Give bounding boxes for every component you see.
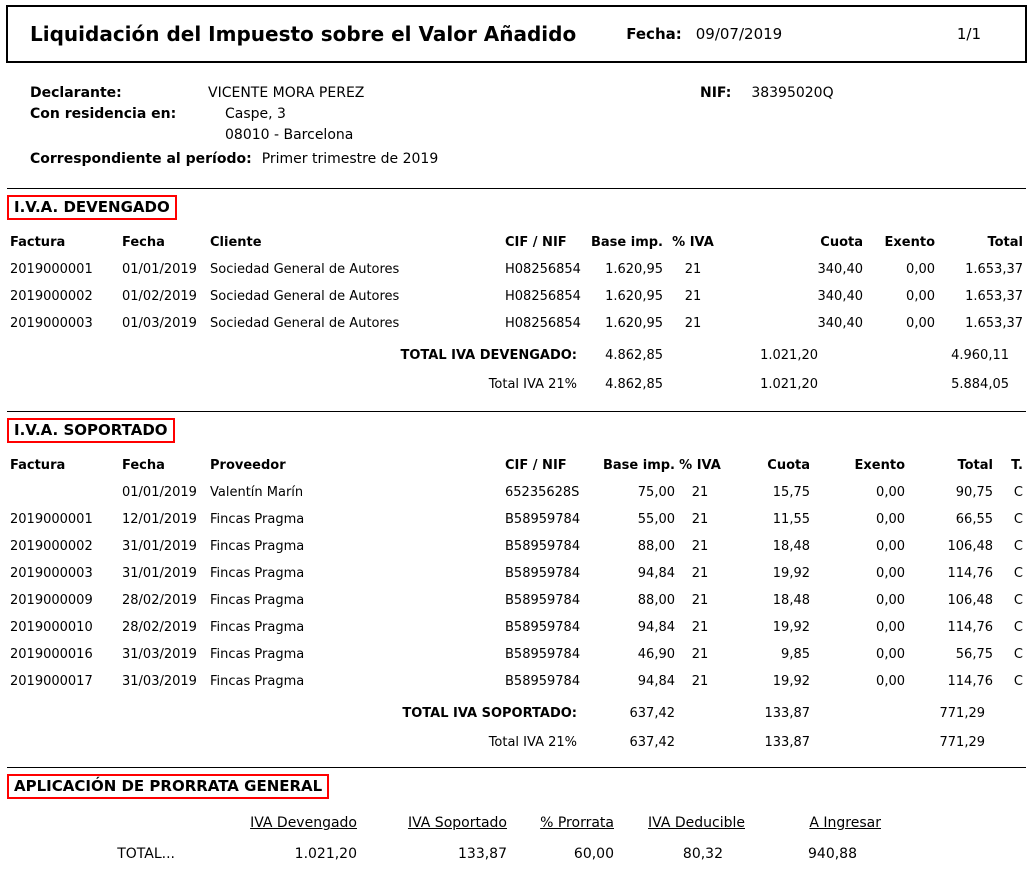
col-header-pct-prorrata: % Prorrata bbox=[540, 815, 614, 831]
col-header-iva-deducible: IVA Deducible bbox=[648, 815, 745, 831]
col-header-a-ingresar: A Ingresar bbox=[809, 815, 881, 831]
cell-fecha: 01/01/2019 bbox=[122, 485, 197, 500]
cell-exento: 0,00 bbox=[876, 539, 905, 554]
prorrata-row-label: TOTAL... bbox=[117, 846, 175, 862]
prorrata-iva-soportado: 133,87 bbox=[458, 846, 507, 862]
cell-base: 94,84 bbox=[637, 620, 675, 635]
table-row bbox=[10, 479, 1023, 506]
nif-label: NIF: bbox=[700, 85, 732, 101]
cell-fecha: 01/02/2019 bbox=[122, 289, 197, 304]
cell-pct-iva: 21 bbox=[691, 566, 709, 581]
cell-cif: H08256854 bbox=[505, 316, 581, 331]
cell-pct-iva: 21 bbox=[684, 316, 702, 331]
table-row bbox=[10, 560, 1023, 587]
prorrata-header-row bbox=[10, 799, 1023, 833]
col-header-base: Base imp. bbox=[602, 458, 675, 473]
table-row bbox=[10, 283, 1023, 310]
cell-factura: 2019000016 bbox=[10, 647, 93, 662]
cell-base: 94,84 bbox=[637, 674, 675, 689]
soportado-total-row bbox=[10, 695, 1023, 724]
soportado-header-row bbox=[10, 443, 1023, 479]
cell-total: 1.653,37 bbox=[965, 289, 1023, 304]
cell-tipo: C bbox=[1013, 647, 1023, 662]
cell-proveedor: Fincas Pragma bbox=[210, 647, 305, 662]
cell-pct-iva: 21 bbox=[691, 539, 709, 554]
cell-total: 56,75 bbox=[955, 647, 993, 662]
nif-value: 38395020Q bbox=[751, 85, 834, 101]
devengado-header-row bbox=[10, 220, 1023, 256]
devengado-subtotal-total: 5.884,05 bbox=[951, 376, 1009, 392]
declarante-row bbox=[30, 83, 1033, 104]
devengado-total-base: 4.862,85 bbox=[605, 347, 663, 363]
cell-tipo: C bbox=[1013, 512, 1023, 527]
cell-cif: B58959784 bbox=[505, 647, 581, 662]
cell-cif: H08256854 bbox=[505, 262, 581, 277]
cell-base: 46,90 bbox=[637, 647, 675, 662]
periodo-row bbox=[30, 149, 1033, 170]
periodo-value: Primer trimestre de 2019 bbox=[261, 151, 439, 167]
col-header-pct-iva: % IVA bbox=[672, 235, 714, 250]
col-header-factura: Factura bbox=[10, 235, 66, 250]
cell-factura: 2019000003 bbox=[10, 316, 93, 331]
cell-fecha: 01/01/2019 bbox=[122, 262, 197, 277]
cell-cif: B58959784 bbox=[505, 593, 581, 608]
cell-total: 106,48 bbox=[947, 539, 993, 554]
col-header-cuota: Cuota bbox=[820, 235, 863, 250]
col-header-fecha: Fecha bbox=[122, 458, 165, 473]
section-title-soportado: I.V.A. SOPORTADO bbox=[7, 418, 175, 443]
cell-base: 94,84 bbox=[637, 566, 675, 581]
cell-exento: 0,00 bbox=[876, 566, 905, 581]
nif-group bbox=[700, 83, 834, 104]
cell-proveedor: Fincas Pragma bbox=[210, 620, 305, 635]
cell-fecha: 31/01/2019 bbox=[122, 539, 197, 554]
cell-factura: 2019000017 bbox=[10, 674, 93, 689]
devengado-subtotal-cuota: 1.021,20 bbox=[760, 376, 818, 392]
cell-fecha: 28/02/2019 bbox=[122, 620, 197, 635]
soportado-subtotal-total: 771,29 bbox=[939, 734, 985, 750]
cell-cliente: Sociedad General de Autores bbox=[210, 262, 400, 277]
cell-pct-iva: 21 bbox=[684, 262, 702, 277]
cell-tipo: C bbox=[1013, 593, 1023, 608]
devengado-total-total: 4.960,11 bbox=[951, 347, 1009, 363]
cell-pct-iva: 21 bbox=[691, 593, 709, 608]
devengado-subtotal-row bbox=[10, 366, 1023, 395]
devengado-total-cuota: 1.021,20 bbox=[760, 347, 818, 363]
cell-exento: 0,00 bbox=[876, 593, 905, 608]
cell-total: 90,75 bbox=[955, 485, 993, 500]
cell-pct-iva: 21 bbox=[691, 485, 709, 500]
cell-base: 55,00 bbox=[637, 512, 675, 527]
cell-factura bbox=[10, 479, 122, 506]
cell-fecha: 31/01/2019 bbox=[122, 566, 197, 581]
table-row bbox=[10, 668, 1023, 695]
prorrata-iva-devengado: 1.021,20 bbox=[294, 846, 357, 862]
cell-cuota: 340,40 bbox=[817, 262, 863, 277]
page-indicator: 1/1 bbox=[956, 25, 981, 43]
cell-total: 114,76 bbox=[947, 620, 993, 635]
cell-pct-iva: 21 bbox=[691, 647, 709, 662]
cell-total: 1.653,37 bbox=[965, 316, 1023, 331]
col-header-base: Base imp. bbox=[590, 235, 663, 250]
cell-cuota: 340,40 bbox=[817, 289, 863, 304]
table-row bbox=[10, 614, 1023, 641]
devengado-subtotal-base: 4.862,85 bbox=[605, 376, 663, 392]
cell-exento: 0,00 bbox=[906, 289, 935, 304]
soportado-total-total: 771,29 bbox=[939, 705, 985, 721]
cell-fecha: 01/03/2019 bbox=[122, 316, 197, 331]
cell-proveedor: Fincas Pragma bbox=[210, 674, 305, 689]
prorrata-table bbox=[10, 799, 1023, 862]
periodo-label: Correspondiente al período: bbox=[30, 151, 252, 167]
cell-pct-iva: 21 bbox=[691, 512, 709, 527]
cell-cliente: Sociedad General de Autores bbox=[210, 316, 400, 331]
cell-cuota: 19,92 bbox=[772, 620, 810, 635]
cell-cif: B58959784 bbox=[505, 620, 581, 635]
col-header-factura: Factura bbox=[10, 458, 66, 473]
cell-fecha: 31/03/2019 bbox=[122, 674, 197, 689]
col-header-cif: CIF / NIF bbox=[505, 458, 567, 473]
prorrata-iva-deducible: 80,32 bbox=[682, 846, 723, 862]
cell-cuota: 11,55 bbox=[772, 512, 810, 527]
soportado-subtotal-base: 637,42 bbox=[629, 734, 675, 750]
cell-exento: 0,00 bbox=[906, 262, 935, 277]
cell-tipo: C bbox=[1013, 566, 1023, 581]
residencia-line1: Caspe, 3 bbox=[225, 106, 286, 122]
cell-factura: 2019000009 bbox=[10, 593, 93, 608]
col-header-iva-soportado: IVA Soportado bbox=[407, 815, 507, 831]
cell-factura: 2019000002 bbox=[10, 539, 93, 554]
prorrata-pct: 60,00 bbox=[573, 846, 614, 862]
declarant-block bbox=[30, 83, 1033, 170]
cell-fecha: 12/01/2019 bbox=[122, 512, 197, 527]
cell-pct-iva: 21 bbox=[691, 620, 709, 635]
cell-cif: B58959784 bbox=[505, 674, 581, 689]
prorrata-total-row bbox=[10, 833, 1023, 862]
cell-tipo: C bbox=[1013, 485, 1023, 500]
devengado-total-row bbox=[10, 337, 1023, 366]
section-title-prorrata: APLICACIÓN DE PRORRATA GENERAL bbox=[7, 774, 329, 799]
devengado-table bbox=[10, 220, 1023, 395]
cell-total: 1.653,37 bbox=[965, 262, 1023, 277]
cell-factura: 2019000001 bbox=[10, 262, 93, 277]
residencia-line2: 08010 - Barcelona bbox=[225, 127, 354, 143]
prorrata-a-ingresar: 940,88 bbox=[808, 846, 857, 862]
cell-total: 66,55 bbox=[955, 512, 993, 527]
cell-tipo: C bbox=[1013, 620, 1023, 635]
col-header-iva-devengado: IVA Devengado bbox=[250, 815, 357, 831]
table-row bbox=[10, 641, 1023, 668]
cell-factura: 2019000001 bbox=[10, 512, 93, 527]
cell-pct-iva: 21 bbox=[691, 674, 709, 689]
declarante-value: VICENTE MORA PEREZ bbox=[208, 85, 365, 101]
col-header-cliente: Cliente bbox=[210, 235, 262, 250]
cell-tipo: C bbox=[1013, 539, 1023, 554]
cell-cif: 65235628S bbox=[505, 485, 580, 500]
cell-cliente: Sociedad General de Autores bbox=[210, 289, 400, 304]
soportado-total-label: TOTAL IVA SOPORTADO: bbox=[402, 705, 577, 721]
soportado-table bbox=[10, 443, 1023, 753]
cell-base: 1.620,95 bbox=[605, 316, 663, 331]
cell-proveedor: Fincas Pragma bbox=[210, 566, 305, 581]
cell-proveedor: Fincas Pragma bbox=[210, 539, 305, 554]
cell-cuota: 18,48 bbox=[772, 593, 810, 608]
cell-tipo: C bbox=[1013, 674, 1023, 689]
cell-total: 114,76 bbox=[947, 566, 993, 581]
cell-factura: 2019000002 bbox=[10, 289, 93, 304]
cell-cif: B58959784 bbox=[505, 566, 581, 581]
residencia-row bbox=[30, 104, 1033, 146]
cell-pct-iva: 21 bbox=[684, 289, 702, 304]
cell-exento: 0,00 bbox=[876, 674, 905, 689]
devengado-subtotal-label: Total IVA 21% bbox=[488, 376, 577, 392]
cell-base: 88,00 bbox=[637, 593, 675, 608]
residencia-label: Con residencia en: bbox=[30, 106, 177, 122]
col-header-pct-iva: % IVA bbox=[679, 458, 721, 473]
col-header-exento: Exento bbox=[884, 235, 935, 250]
section-divider bbox=[7, 411, 1026, 412]
cell-fecha: 31/03/2019 bbox=[122, 647, 197, 662]
soportado-total-base: 637,42 bbox=[629, 705, 675, 721]
col-header-fecha: Fecha bbox=[122, 235, 165, 250]
table-row bbox=[10, 310, 1023, 337]
cell-factura: 2019000003 bbox=[10, 566, 93, 581]
cell-exento: 0,00 bbox=[876, 485, 905, 500]
cell-cif: B58959784 bbox=[505, 512, 581, 527]
cell-cuota: 19,92 bbox=[772, 674, 810, 689]
col-header-total: Total bbox=[987, 235, 1023, 250]
cell-cuota: 9,85 bbox=[781, 647, 810, 662]
col-header-cuota: Cuota bbox=[767, 458, 810, 473]
table-row bbox=[10, 533, 1023, 560]
cell-base: 75,00 bbox=[637, 485, 675, 500]
cell-exento: 0,00 bbox=[876, 512, 905, 527]
cell-cuota: 18,48 bbox=[772, 539, 810, 554]
table-row bbox=[10, 506, 1023, 533]
soportado-total-cuota: 133,87 bbox=[764, 705, 810, 721]
cell-cuota: 340,40 bbox=[817, 316, 863, 331]
cell-base: 1.620,95 bbox=[605, 262, 663, 277]
cell-base: 1.620,95 bbox=[605, 289, 663, 304]
cell-cuota: 19,92 bbox=[772, 566, 810, 581]
section-title-devengado: I.V.A. DEVENGADO bbox=[7, 195, 177, 220]
col-header-exento: Exento bbox=[854, 458, 905, 473]
col-header-cif: CIF / NIF bbox=[505, 235, 567, 250]
cell-base: 88,00 bbox=[637, 539, 675, 554]
soportado-subtotal-cuota: 133,87 bbox=[764, 734, 810, 750]
table-row bbox=[10, 256, 1023, 283]
col-header-tipo: T. bbox=[1011, 458, 1023, 473]
document-title: Liquidación del Impuesto sobre el Valor Añadido bbox=[30, 22, 577, 46]
soportado-subtotal-label: Total IVA 21% bbox=[488, 734, 577, 750]
section-divider bbox=[7, 767, 1026, 768]
soportado-subtotal-row bbox=[10, 724, 1023, 753]
cell-proveedor: Fincas Pragma bbox=[210, 593, 305, 608]
cell-exento: 0,00 bbox=[876, 620, 905, 635]
col-header-proveedor: Proveedor bbox=[210, 458, 286, 473]
table-row bbox=[10, 587, 1023, 614]
section-divider bbox=[7, 188, 1026, 189]
cell-exento: 0,00 bbox=[906, 316, 935, 331]
document-header bbox=[6, 5, 1027, 63]
cell-cif: B58959784 bbox=[505, 539, 581, 554]
cell-proveedor: Fincas Pragma bbox=[210, 512, 305, 527]
cell-total: 114,76 bbox=[947, 674, 993, 689]
cell-proveedor: Valentín Marín bbox=[210, 485, 304, 500]
fecha-label: Fecha: bbox=[626, 25, 682, 43]
cell-fecha: 28/02/2019 bbox=[122, 593, 197, 608]
col-header-total: Total bbox=[957, 458, 993, 473]
cell-factura: 2019000010 bbox=[10, 620, 93, 635]
residencia-address bbox=[225, 104, 353, 146]
cell-cif: H08256854 bbox=[505, 289, 581, 304]
declarante-label: Declarante: bbox=[30, 85, 122, 101]
cell-cuota: 15,75 bbox=[772, 485, 810, 500]
fecha-value: 09/07/2019 bbox=[695, 25, 783, 43]
cell-exento: 0,00 bbox=[876, 647, 905, 662]
cell-total: 106,48 bbox=[947, 593, 993, 608]
devengado-total-label: TOTAL IVA DEVENGADO: bbox=[400, 347, 577, 363]
